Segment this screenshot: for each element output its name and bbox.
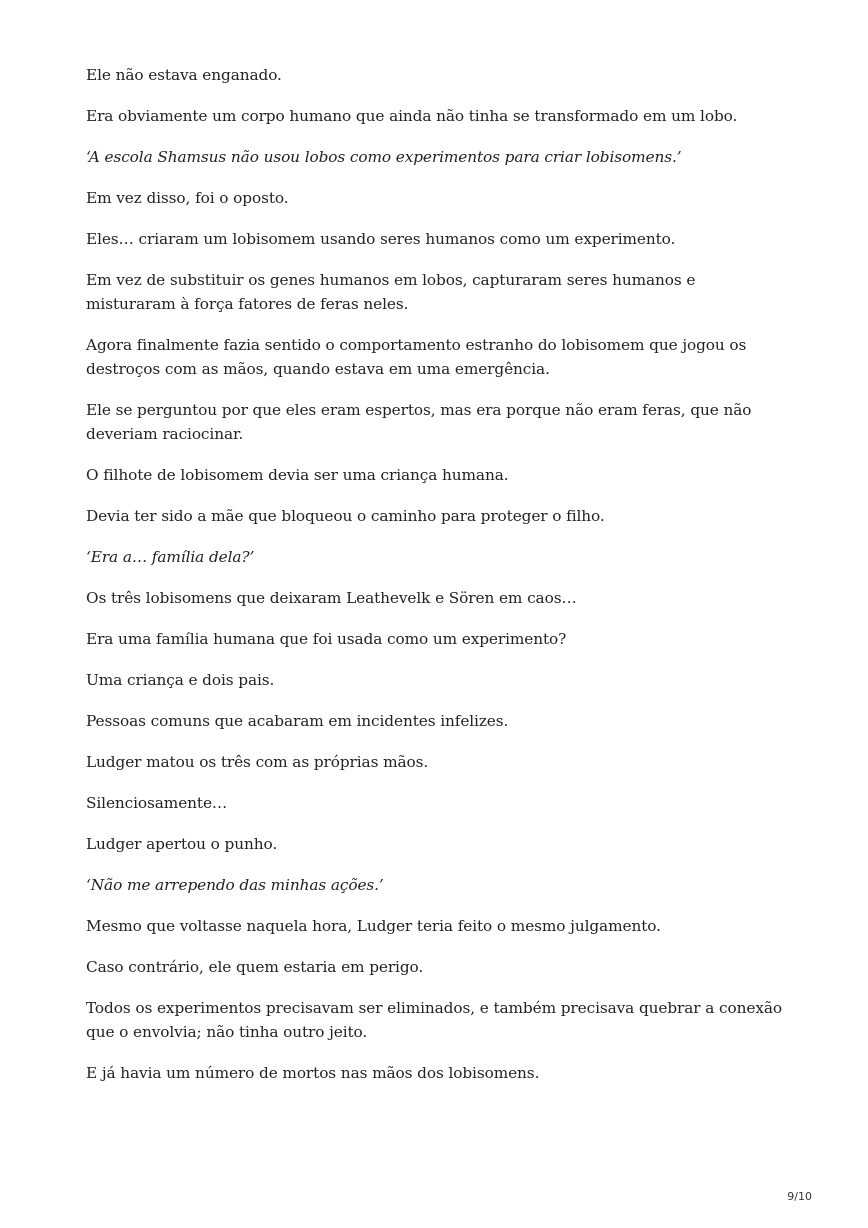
paragraph: Os três lobisomens que deixaram Leathevelk e Sören em caos… xyxy=(86,589,577,607)
paragraph: Devia ter sido a mãe que bloqueou o caminho para proteger o filho. xyxy=(86,507,605,525)
paragraph: Em vez de substituir os genes humanos em lobos, capturaram seres humanos e misturaram à força fatores de feras neles. xyxy=(86,271,696,313)
paragraph: E já havia um número de mortos nas mãos dos lobisomens. xyxy=(86,1064,540,1082)
page-body xyxy=(86,63,786,1102)
paragraph: Ele não estava enganado. xyxy=(86,66,282,84)
paragraph: Ludger matou os três com as próprias mãos. xyxy=(86,753,429,771)
paragraph: Ele se perguntou por que eles eram espertos, mas era porque não eram feras, que não deveriam raciocinar. xyxy=(86,401,752,443)
page-number: 9/10 xyxy=(787,1190,812,1203)
paragraph: Agora finalmente fazia sentido o comportamento estranho do lobisomem que jogou os destroços com as mãos, quando estava em uma emergência. xyxy=(86,336,747,378)
paragraph: Ludger apertou o punho. xyxy=(86,835,278,853)
paragraph: Pessoas comuns que acabaram em incidentes infelizes. xyxy=(86,712,509,730)
paragraph: O filhote de lobisomem devia ser uma criança humana. xyxy=(86,466,509,484)
paragraph: Todos os experimentos precisavam ser eliminados, e também precisava quebrar a conexão que o envolvia; não tinha outro jeito. xyxy=(86,999,782,1041)
paragraph: Caso contrário, ele quem estaria em perigo. xyxy=(86,958,424,976)
paragraph: Era obviamente um corpo humano que ainda não tinha se transformado em um lobo. xyxy=(86,107,738,125)
paragraph-italic: ‘Não me arrependo das minhas ações.’ xyxy=(86,876,384,894)
paragraph: Eles… criaram um lobisomem usando seres humanos como um experimento. xyxy=(86,230,676,248)
paragraph-italic: ‘Era a… família dela?’ xyxy=(86,548,255,566)
paragraph: Era uma família humana que foi usada como um experimento? xyxy=(86,630,567,648)
paragraph: Mesmo que voltasse naquela hora, Ludger teria feito o mesmo julgamento. xyxy=(86,917,661,935)
paragraph-italic: ‘A escola Shamsus não usou lobos como experimentos para criar lobisomens.’ xyxy=(86,148,682,166)
paragraph: Uma criança e dois pais. xyxy=(86,671,275,689)
paragraph: Silenciosamente… xyxy=(86,794,228,812)
paragraph: Em vez disso, foi o oposto. xyxy=(86,189,289,207)
